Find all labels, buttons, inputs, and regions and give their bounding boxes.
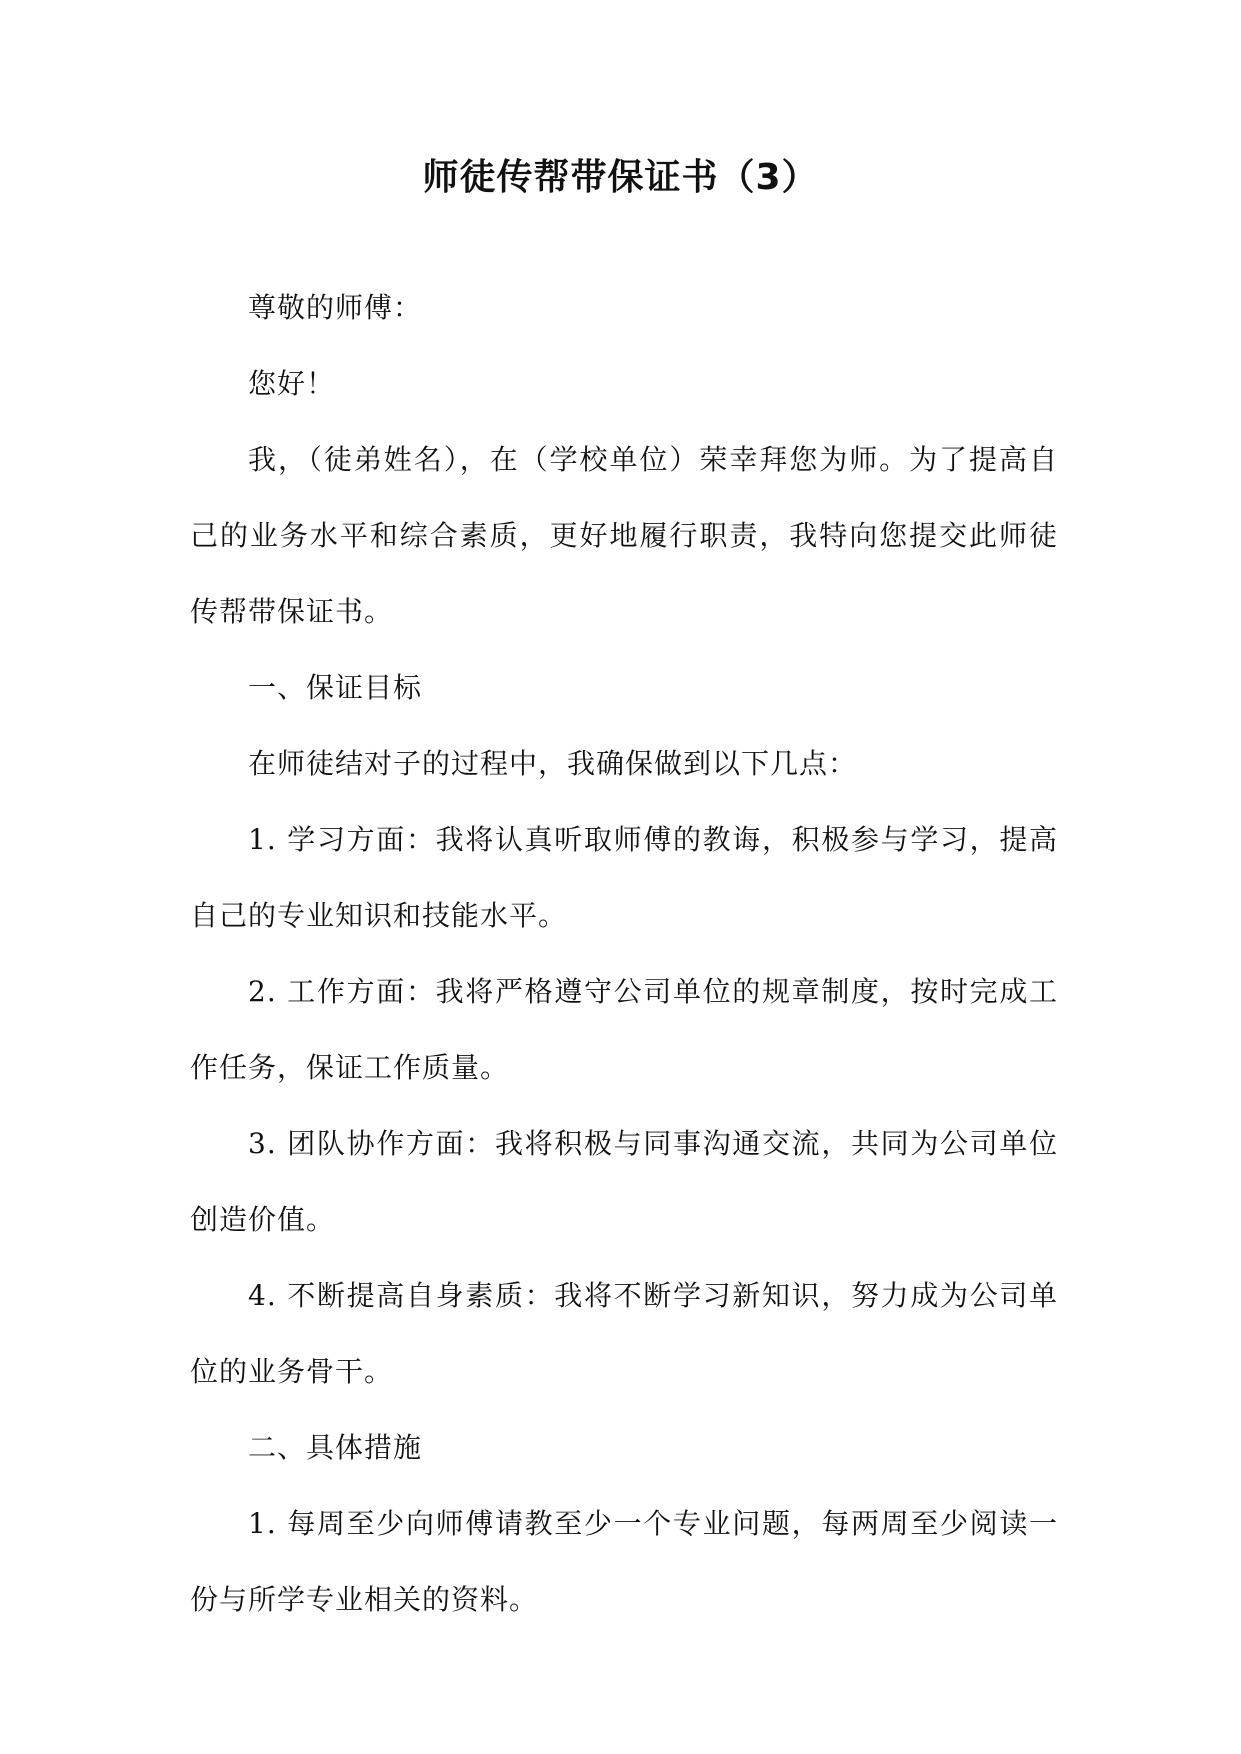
measure-item-1: 1. 每周至少向师傅请教至少一个专业问题，每两周至少阅读一份与所学专业相关的资料。 [190,1507,1058,1616]
goals-lead: 在师徒结对子的过程中，我确保做到以下几点： [248,747,858,780]
document-title: 师徒传帮带保证书（3） [422,157,819,198]
section-heading-measures: 二、具体措施 [248,1431,423,1464]
salutation: 尊敬的师傅： [248,291,423,324]
goal-item-1: 1. 学习方面：我将认真听取师傅的教诲，积极参与学习，提高自己的专业知识和技能水平。 [190,823,1058,932]
goal-item-4: 4. 不断提高自身素质：我将不断学习新知识，努力成为公司单位的业务骨干。 [190,1279,1058,1388]
goal-item-2: 2. 工作方面：我将严格遵守公司单位的规章制度，按时完成工作任务，保证工作质量。 [190,975,1058,1084]
goal-item-3: 3. 团队协作方面：我将积极与同事沟通交流，共同为公司单位创造价值。 [190,1127,1058,1236]
intro-paragraph: 我，（徒弟姓名），在（学校单位）荣幸拜您为师。为了提高自己的业务水平和综合素质，更好地履行职责，我特向您提交此师徒传帮带保证书。 [190,443,1058,628]
section-heading-goals: 一、保证目标 [248,671,423,704]
document-body [190,270,1058,1638]
greeting: 您好！ [248,367,336,400]
